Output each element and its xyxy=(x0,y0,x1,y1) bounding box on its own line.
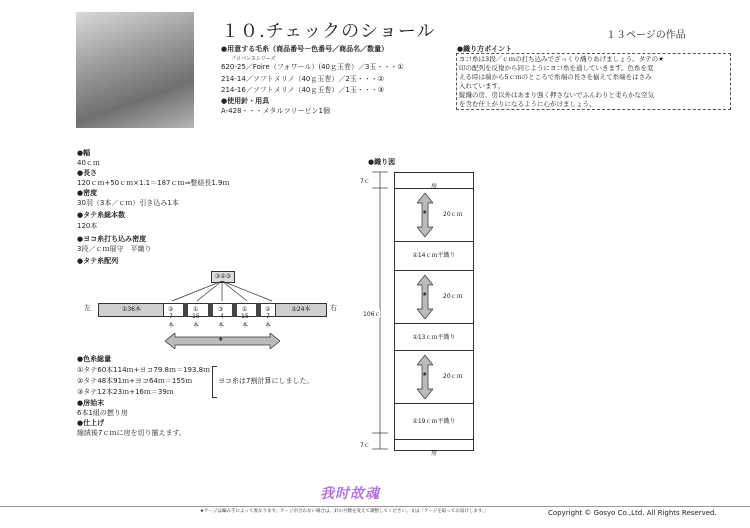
warp-mid-unit: 本 xyxy=(218,322,225,329)
warp-mid-unit: 本 xyxy=(168,322,175,329)
row-length: 20ｃｍ xyxy=(443,373,463,380)
materials-series: プロバンスシリーズ xyxy=(231,56,276,62)
warp-mid-count: 15 xyxy=(192,313,200,320)
diagram-bottom-fringe-label: 7ｃ xyxy=(360,442,370,449)
warp-stripe xyxy=(256,303,261,317)
warp-segment-left xyxy=(98,303,165,317)
warp-star-label: ③②③ xyxy=(214,273,232,280)
tools-line: A-428・・・メタルツリーピン1個 xyxy=(221,107,330,115)
row-star-symbol: ★ xyxy=(422,291,428,298)
warp-mid-count: 15 xyxy=(241,313,249,320)
warp-mid-count: 7 xyxy=(169,313,173,320)
note-line: 入れています。 xyxy=(459,82,504,90)
diagram-row-plain xyxy=(395,324,473,351)
warp-mid-num: ② xyxy=(168,306,174,313)
copyright: Copyright © Gosyo Co.,Ltd. All Rights Reserved. xyxy=(548,509,717,517)
row-label: ①14ｃｍ平織り xyxy=(412,252,456,259)
warp-repeat-symbol: ★ xyxy=(218,336,224,343)
finish-value: 縮絨後7ｃｍに房を切り揃えます。 xyxy=(77,429,186,437)
row-label: ①13ｃｍ平織り xyxy=(412,334,456,341)
yarn-line: ②タテ48本91ｍ+ヨコ64ｍ＝155ｍ xyxy=(77,377,193,385)
note-line: ヨコ糸は3段／ｃｍの打ち込みでざっくり織りあげましょう。タテの★ xyxy=(459,55,664,63)
warp-stripe xyxy=(208,303,213,317)
warp-connectors xyxy=(160,281,290,303)
diagram-row-star xyxy=(395,351,473,404)
diagram-body xyxy=(394,172,474,457)
warp-segment-right xyxy=(275,303,327,317)
footer-note: ★ゲージは編み手によって異なります。ゲージが合わない場合は、針の号数を変えて調整してください。文は「ゲージを取ってお届けします。」 xyxy=(200,509,489,514)
diagram-height-label: 106ｃ xyxy=(363,311,381,318)
materials-header: ●用意する毛糸（商品番号－色番号／商品名／数量） xyxy=(221,45,389,53)
warp-mid-num: ② xyxy=(265,306,271,313)
warp-stripe xyxy=(183,303,188,317)
notes-header: ●織り方ポイント xyxy=(457,45,513,53)
warp-mid-num: ① xyxy=(193,306,199,313)
warp-right-label: 右 xyxy=(330,304,337,312)
row-star-symbol: ★ xyxy=(422,371,428,378)
diagram-fringe-top: 房 xyxy=(395,173,473,189)
row-star-symbol: ★ xyxy=(422,209,428,216)
warp-segment-label: ①24本 xyxy=(291,306,311,313)
row-label: ①19ｃｍ平織り xyxy=(412,418,456,425)
diagram-top-fringe-label: 7ｃ xyxy=(360,178,370,185)
spec-label: ●密度 xyxy=(77,189,98,197)
row-length: 20ｃｍ xyxy=(443,293,463,300)
diagram-fringe-bottom: 房 xyxy=(430,450,437,457)
finish-header: ●仕上げ xyxy=(77,419,105,427)
page-reference: １３ページの作品 xyxy=(606,30,686,41)
warp-mid-num: ③ xyxy=(218,306,224,313)
warp-segment-label: ①36本 xyxy=(121,306,141,313)
materials-line: 214-16／ソフトメリノ（40ｇ玉巻）／1玉・・・③ xyxy=(221,86,385,94)
fringe-header: ●房始末 xyxy=(77,399,105,407)
warp-mid-num: ① xyxy=(242,306,248,313)
page-title: １０.チェックのショール xyxy=(221,21,436,42)
spec-label: ●ヨコ糸打ち込み密度 xyxy=(77,235,147,243)
note-line: える時は端から5ｃｍのところで糸端の長さを揃えて糸端をはさみ xyxy=(459,73,652,81)
spec-value: 120ｃｍ+50ｃｍ×1.1＝187ｃｍ⇒整経長1.9ｍ xyxy=(77,179,230,187)
materials-line: 620-25／Foire（フォワール）(40ｇ玉巻）／3玉・・・① xyxy=(221,63,404,71)
note-line: 印の配列を反復から同じようにヨコ糸を通していきます。色糸を変 xyxy=(459,64,654,72)
spec-value: 120本 xyxy=(77,222,98,230)
spec-value: 30羽（3本／ｃｍ）引き込み1本 xyxy=(77,199,179,207)
diagram-row-star xyxy=(395,271,473,324)
spec-value: 3段／ｃｍ展守 平織り xyxy=(77,245,152,253)
note-line: 縦織の房、房以外はあまり強く押さないでふんわりと柔らかな空気 xyxy=(459,91,654,99)
yarn-line: ③タテ12本23ｍ+16ｍ＝39ｍ xyxy=(77,388,174,396)
diagram-row-star xyxy=(395,189,473,242)
warp-mid-unit: 本 xyxy=(265,322,272,329)
yarn-header: ●色糸総量 xyxy=(77,355,112,363)
product-photo xyxy=(76,12,194,128)
warp-header: ●タテ糸配列 xyxy=(77,257,119,265)
warp-stripe xyxy=(232,303,237,317)
diagram-row-plain xyxy=(395,242,473,271)
yarn-note: ヨコ糸は7割計算にしました。 xyxy=(218,377,314,385)
materials-line: 214-14／ソフトメリノ（40ｇ玉巻）／2玉・・・② xyxy=(221,75,385,83)
note-line: を含む仕上がりになるように心がけましょう。 xyxy=(459,100,596,108)
fringe-value: 6本1組の撚り房 xyxy=(77,409,128,417)
spec-value: 40ｃｍ xyxy=(77,159,100,167)
warp-mid-count: 7 xyxy=(266,313,270,320)
notes-box xyxy=(456,53,731,110)
yarn-line: ①タテ60本114ｍ+ヨコ79.8ｍ＝193.8ｍ xyxy=(77,366,211,374)
warp-mid-unit: 本 xyxy=(242,322,249,329)
warp-mid-count: 4 xyxy=(220,313,224,320)
warp-left-label: 左 xyxy=(84,304,91,312)
tools-header: ●使用針・用具 xyxy=(221,97,270,105)
watermark-logo: 我时故魂 xyxy=(320,486,380,502)
warp-mid-unit: 本 xyxy=(193,322,200,329)
spec-label: ●タテ糸総本数 xyxy=(77,211,126,219)
spec-label: ●幅 xyxy=(77,149,91,157)
diagram-row-plain xyxy=(395,404,473,440)
yarn-brace xyxy=(212,366,217,398)
row-length: 20ｃｍ xyxy=(443,211,463,218)
diagram-header: ●織り図 xyxy=(368,158,396,166)
spec-label: ●長さ xyxy=(77,169,98,177)
